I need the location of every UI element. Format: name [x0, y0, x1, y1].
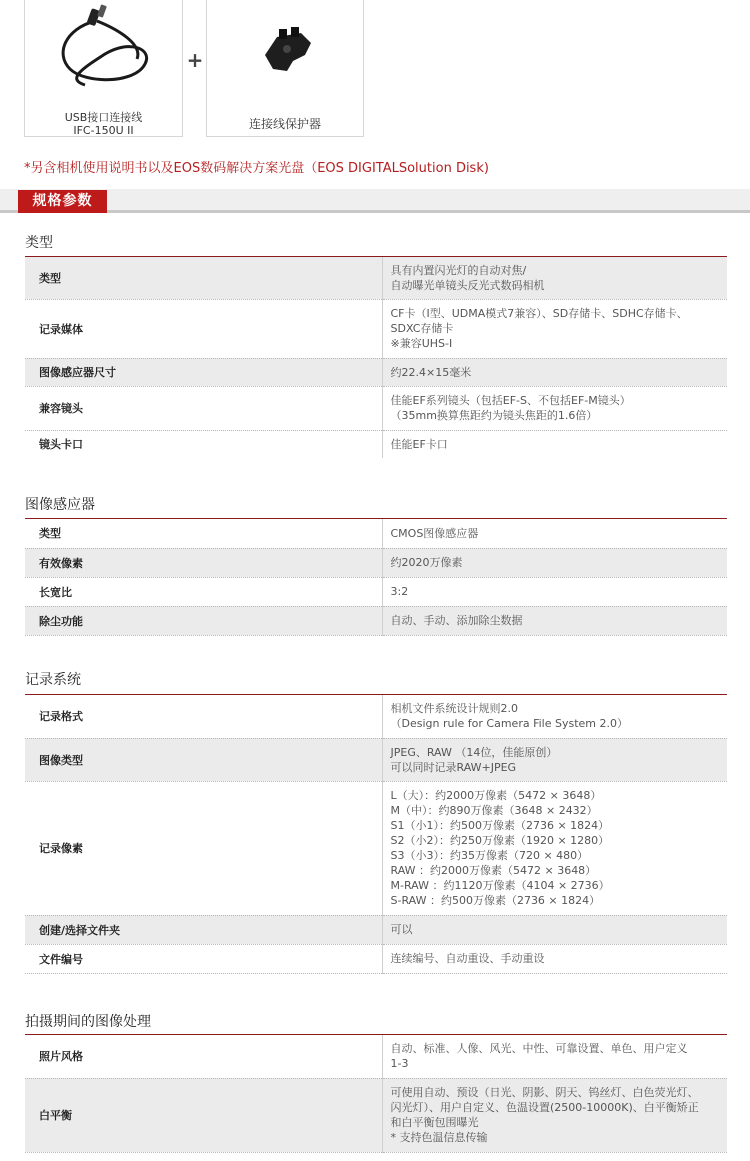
row-value: 约2020万像素 — [390, 556, 463, 569]
table-row — [25, 577, 727, 606]
table-row — [25, 606, 727, 635]
row-value: 佳能EF卡口 — [390, 437, 448, 451]
row-value: 自动、标准、人像、风光、中性、可靠设置、单色、用户定义 1-3 — [390, 1042, 688, 1071]
section-title: 拍摄期间的图像处理 — [25, 1014, 151, 1030]
section-title: 图像感应器 — [25, 497, 95, 513]
row-value: CF卡（I型、UDMA模式7兼容）、SD存储卡、SDHC存储卡、 SDXC存储卡 ※兼容UHS-I — [390, 307, 688, 350]
row-label: 记录媒体 — [25, 299, 382, 358]
accessory-name: 连接线保护器 — [248, 117, 321, 131]
table-row — [25, 944, 727, 973]
table-row — [25, 1035, 727, 1078]
row-value: JPEG、RAW （14位，佳能原创） 可以同时记录RAW+JPEG — [390, 745, 558, 774]
row-value: CMOS图像感应器 — [390, 526, 479, 540]
table-row — [25, 257, 727, 299]
row-value: 可以 — [390, 923, 413, 936]
spec-table-sensor — [25, 519, 727, 636]
row-label: 类型 — [25, 257, 382, 299]
row-label: 记录格式 — [25, 695, 382, 738]
spec-table-image-processing — [25, 1035, 727, 1153]
row-value: 相机文件系统设计规则2.0 （Design rule for Camera File System 2.0） — [390, 702, 628, 731]
table-row — [25, 548, 727, 577]
table-row — [25, 1078, 727, 1152]
row-label: 有效像素 — [25, 548, 382, 577]
row-value: 自动、手动、添加除尘数据 — [390, 614, 523, 627]
table-row — [25, 299, 727, 358]
row-label: 除尘功能 — [25, 606, 382, 635]
accessory-name: USB接口连接线 — [64, 111, 143, 124]
package-note: *另含相机使用说明书以及EOS数码解决方案光盘（EOS DIGITALSolution Disk) — [24, 161, 489, 176]
accessory-card-usb-cable — [24, 0, 183, 137]
accessory-model: IFC-150U II — [73, 124, 134, 137]
row-label: 图像感应器尺寸 — [25, 358, 382, 386]
table-row — [25, 738, 727, 781]
spec-table-recording — [25, 695, 727, 974]
row-value: L（大）：约2000万像素（5472 × 3648） M（中）：约890万像素（3648 × 2432） S1（小1）：约500万像素（2736 × 1824） S2（小2）：约250万像素（1920 × 1280） S3（小3）：约35万像素（720 × 480） RAW ：约2000万像素（5472 × 3648） M-RAW ：约1120万像素（4104 × 2736） S-RAW ：约500万像素（2736 × 1824） — [390, 789, 610, 907]
row-label: 白平衡 — [25, 1078, 382, 1152]
row-label: 文件编号 — [25, 944, 382, 973]
row-value: 可使用自动、预设（日光、阴影、阴天、钨丝灯、白色荧光灯、 闪光灯）、用户自定义、色温设置(2500-10000K)、白平衡矫正 和白平衡包围曝光 * 支持色温信息传输 — [390, 1086, 699, 1144]
section-title: 记录系统 — [25, 672, 81, 688]
accessory-card-cable-protector — [206, 0, 364, 137]
row-value: 具有内置闪光灯的自动对焦/ 自动曝光单镜头反光式数码相机 — [390, 263, 545, 292]
row-value: 3:2 — [390, 585, 409, 598]
row-label: 图像类型 — [25, 738, 382, 781]
row-label: 长宽比 — [25, 577, 382, 606]
spec-table-type — [25, 257, 727, 458]
row-value: 佳能EF系列镜头（包括EF-S、不包括EF-M镜头） （35mm换算焦距约为镜头焦距的1.6倍） — [390, 394, 631, 422]
row-label: 记录像素 — [25, 781, 382, 915]
row-label: 镜头卡口 — [25, 430, 382, 458]
row-label: 兼容镜头 — [25, 386, 382, 430]
heading-rule — [0, 210, 750, 213]
spec-heading: 规格参数 — [18, 190, 107, 213]
row-value: 约22.4×15毫米 — [390, 365, 472, 379]
row-label: 照片风格 — [25, 1035, 382, 1078]
usb-cable-icon — [25, 0, 182, 99]
table-row — [25, 358, 727, 386]
table-row — [25, 695, 727, 738]
table-row — [25, 781, 727, 915]
row-label: 创建/选择文件夹 — [25, 915, 382, 944]
row-value: 连续编号、自动重设、手动重设 — [390, 952, 545, 965]
row-label: 类型 — [25, 519, 382, 548]
table-row — [25, 519, 727, 548]
section-title: 类型 — [25, 235, 53, 251]
table-row — [25, 430, 727, 458]
cable-protector-icon — [207, 0, 363, 99]
table-row — [25, 915, 727, 944]
table-row — [25, 386, 727, 430]
plus-sign: + — [186, 48, 204, 72]
